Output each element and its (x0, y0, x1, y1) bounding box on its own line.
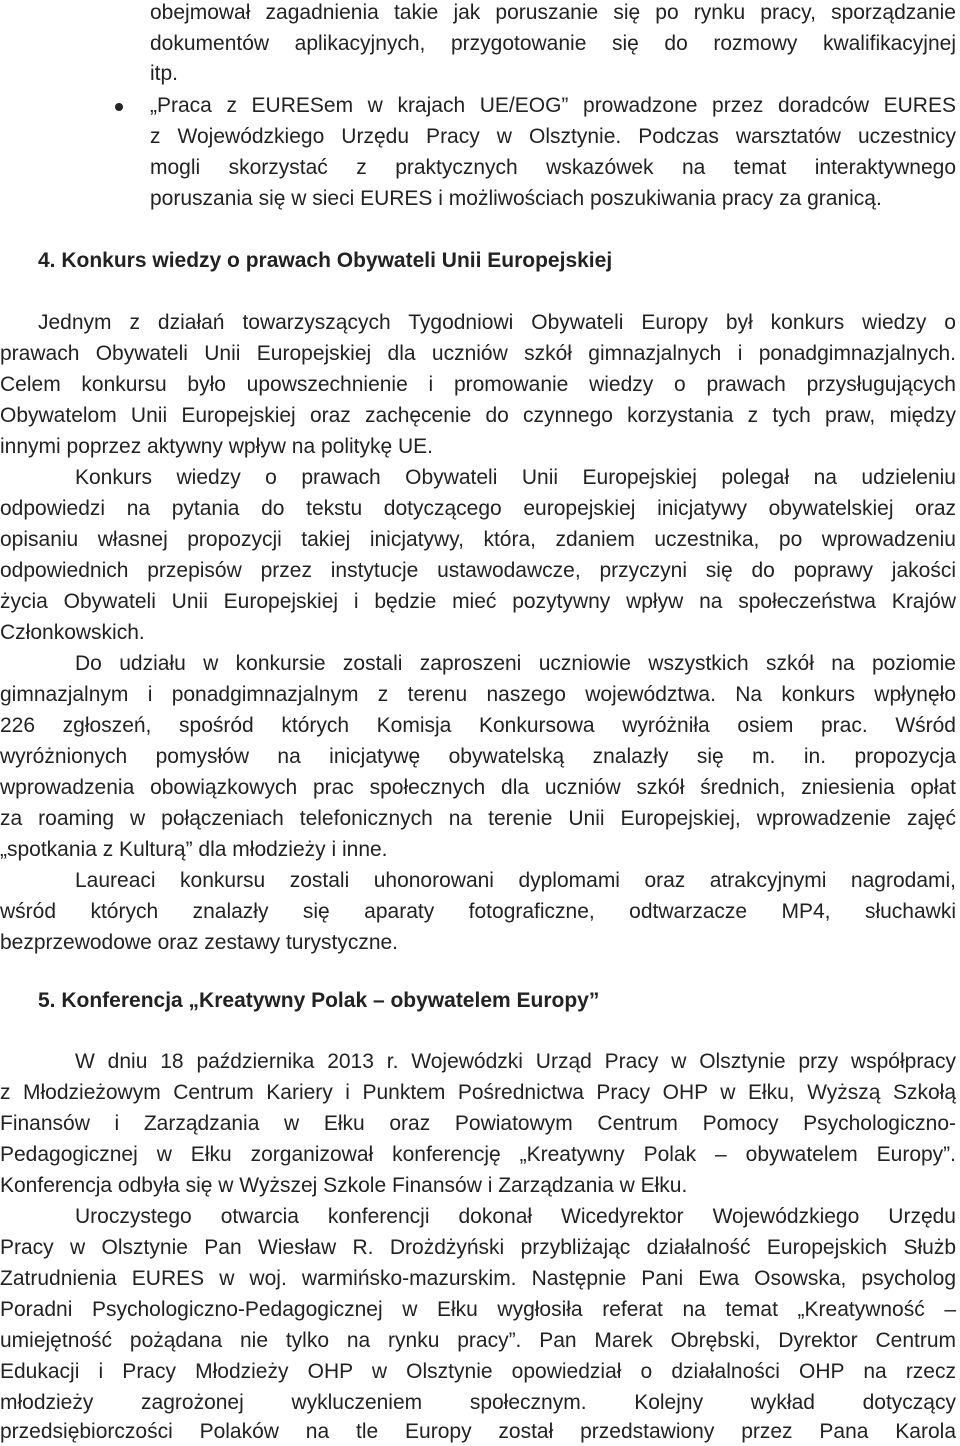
text-line: innymi poprzez aktywny wpływ na politykę UE. (0, 435, 434, 458)
text-line: mogli skorzystać z praktycznych wskazówek na temat interaktywnego (150, 156, 956, 179)
section-heading: 5. Konferencja „Kreatywny Polak – obywatelem Europy” (38, 989, 600, 1012)
text-line: przedsiębiorczości Polaków na tle Europy został przedstawiony przez Pana Karola (0, 1420, 956, 1443)
text-line: Laureaci konkursu zostali uhonorowani dyplomami oraz atrakcyjnymi nagrodami, (75, 869, 956, 892)
text-line: poruszania się w sieci EURES i możliwościach poszukiwania pracy za granicą. (150, 187, 882, 210)
text-line: Konkurs wiedzy o prawach Obywateli Unii Europejskiej polegał na udzieleniu (75, 466, 956, 489)
text-line: Jednym z działań towarzyszących Tygodniowi Obywateli Europy był konkurs wiedzy o (38, 311, 956, 334)
text-line: z Wojewódzkiego Urzędu Pracy w Olsztynie. Podczas warsztatów uczestnicy (150, 125, 956, 148)
text-line: „Praca z EURESem w krajach UE/EOG” prowadzone przez doradców EURES (150, 94, 956, 117)
text-line: Uroczystego otwarcia konferencji dokonał Wicedyrektor Wojewódzkiego Urzędu (75, 1205, 956, 1228)
text-line: opisaniu własnej propozycji takiej inicjatywy, która, zdaniem uczestnika, po wprowadzeniu (0, 528, 956, 551)
text-line: Do udziału w konkursie zostali zaproszeni uczniowie wszystkich szkół na poziomie (75, 652, 956, 675)
text-line: wprowadzenia obowiązkowych prac społecznych dla uczniów szkół średnich, zniesienia opłat (0, 776, 956, 799)
text-line: Członkowskich. (0, 621, 145, 644)
text-line: odpowiedzi na pytania do tekstu dotyczącego europejskiej inicjatywy obywatelskiej oraz (0, 497, 956, 520)
text-line: „spotkania z Kulturą” dla młodzieży i inne. (0, 838, 388, 861)
text-line: Konferencja odbyła się w Wyższej Szkole Finansów i Zarządzania w Ełku. (0, 1174, 688, 1197)
text-line: Celem konkursu było upowszechnienie i promowanie wiedzy o prawach przysługujących (0, 373, 956, 396)
text-line: z Młodzieżowym Centrum Kariery i Punktem Pośrednictwa Pracy OHP w Ełku, Wyższą Szkołą (0, 1081, 956, 1104)
text-line: wśród których znalazły się aparaty fotograficzne, odtwarzacze MP4, słuchawki (0, 900, 956, 923)
text-line: Edukacji i Pracy Młodzieży OHP w Olsztynie opowiedział o działalności OHP na rzecz (0, 1360, 956, 1383)
text-line: Zatrudnienia EURES w woj. warmińsko-mazurskim. Następnie Pani Ewa Osowska, psycholog (0, 1267, 956, 1290)
text-line: Pracy w Olsztynie Pan Wiesław R. Drożdżyński przybliżając działalność Europejskich Służb (0, 1236, 956, 1259)
text-line: Finansów i Zarządzania w Ełku oraz Powiatowym Centrum Pomocy Psychologiczno- (0, 1112, 956, 1135)
text-line: Poradni Psychologiczno-Pedagogicznej w Ełku wygłosiła referat na temat „Kreatywność – (0, 1298, 956, 1321)
text-line: odpowiednich przepisów przez instytucje ustawodawcze, przyczyni się do poprawy jakości (0, 559, 956, 582)
text-line: wyróżnionych pomysłów na inicjatywę obywatelską znalazły się m. in. propozycja (0, 745, 956, 768)
text-line: za roaming w połączeniach telefonicznych na terenie Unii Europejskiej, wprowadzenie zajęć (0, 807, 956, 830)
text-line: 226 zgłoszeń, spośród których Komisja Konkursowa wyróżniła osiem prac. Wśród (0, 714, 956, 737)
text-line: prawach Obywateli Unii Europejskiej dla uczniów szkół gimnazjalnych i ponadgimnazjalnych. (0, 342, 956, 365)
text-line: dokumentów aplikacyjnych, przygotowanie się do rozmowy kwalifikacyjnej (150, 32, 956, 55)
text-line: życia Obywateli Unii Europejskiej i będzie mieć pozytywny wpływ na społeczeństwa Krajów (0, 590, 956, 613)
text-line: obejmował zagadnienia takie jak poruszanie się po rynku pracy, sporządzanie (150, 1, 956, 24)
section-heading: 4. Konkurs wiedzy o prawach Obywateli Unii Europejskiej (38, 249, 613, 272)
text-line: Pedagogicznej w Ełku zorganizował konferencję „Kreatywny Polak – obywatelem Europy”. (0, 1143, 956, 1166)
text-line: gimnazjalnym i ponadgimnazjalnym z terenu naszego województwa. Na konkurs wpłynęło (0, 683, 956, 706)
text-line: bezprzewodowe oraz zestawy turystyczne. (0, 931, 399, 954)
text-line: itp. (150, 62, 179, 85)
bullet-icon (115, 103, 123, 111)
text-line: W dniu 18 października 2013 r. Wojewódzki Urząd Pracy w Olsztynie przy współpracy (75, 1050, 956, 1073)
text-line: młodzieży zagrożonej wykluczeniem społecznym. Kolejny wykład dotyczący (0, 1391, 956, 1414)
text-line: Obywatelom Unii Europejskiej oraz zachęcenie do czynnego korzystania z tych praw, między (0, 404, 956, 427)
text-line: umiejętność pożądana nie tylko na rynku pracy”. Pan Marek Obrębski, Dyrektor Centrum (0, 1329, 956, 1352)
